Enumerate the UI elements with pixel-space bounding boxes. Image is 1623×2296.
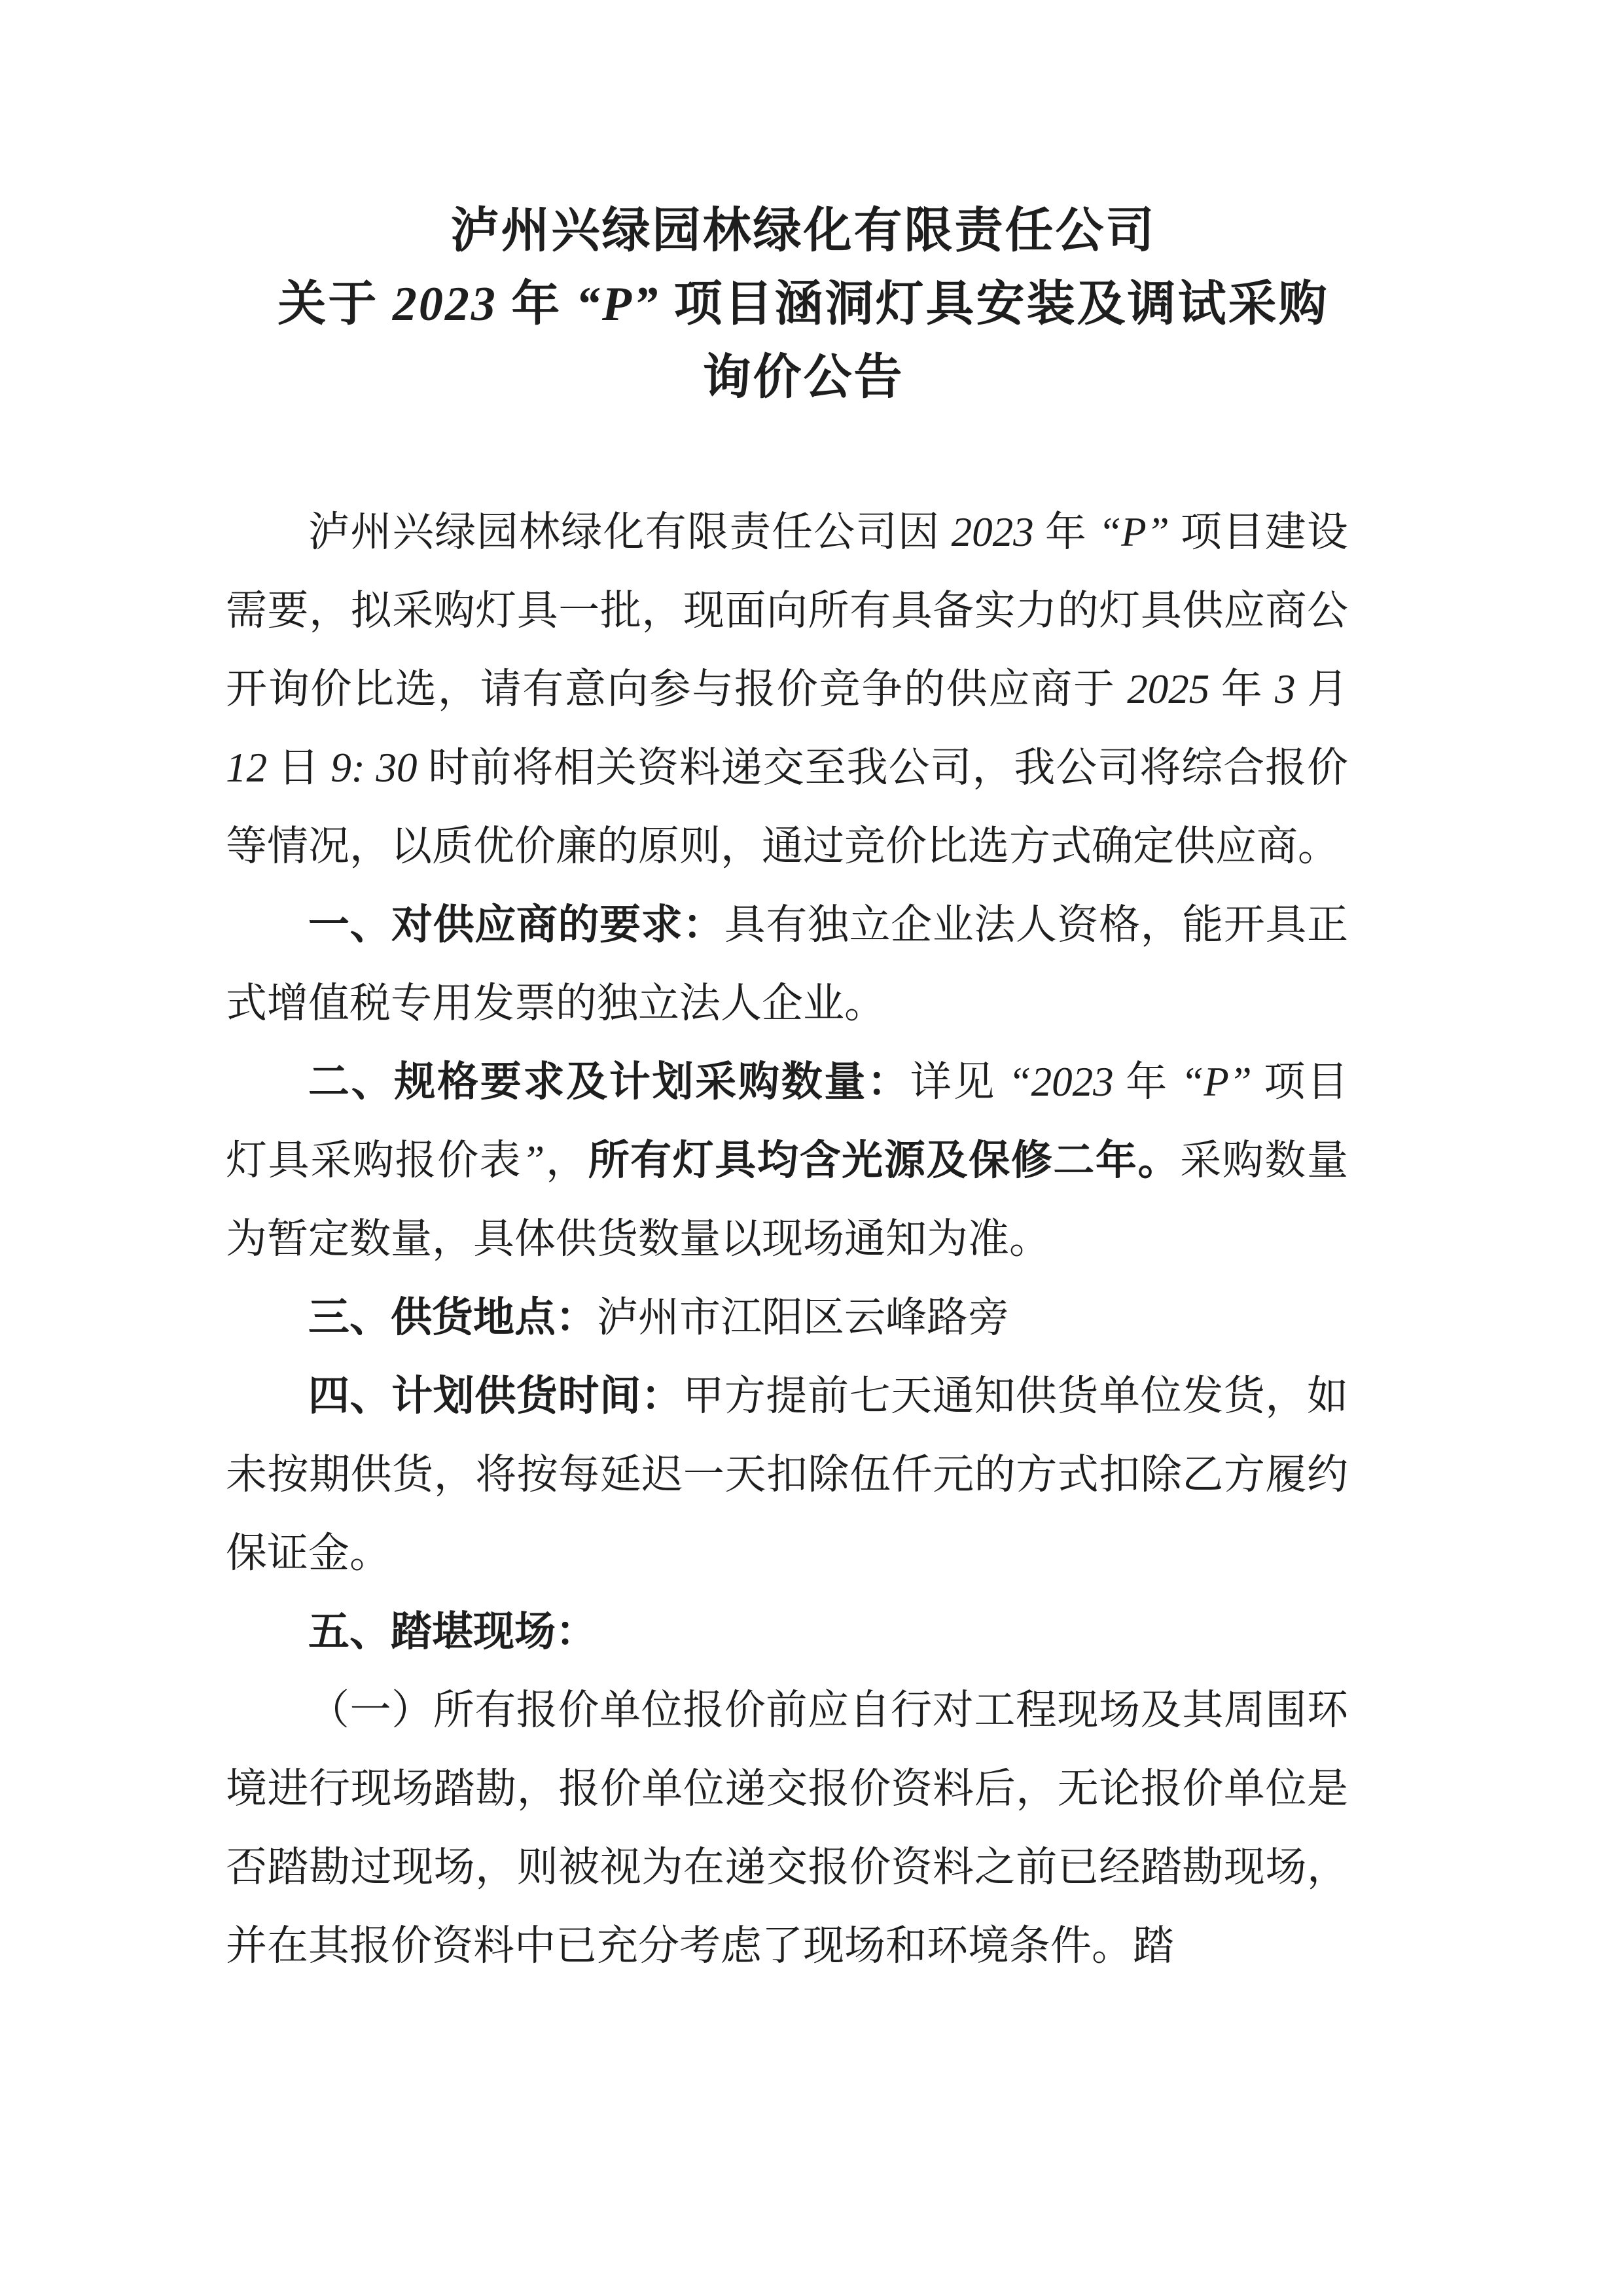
paragraph (226, 1671, 1348, 1985)
paragraph (226, 1043, 1348, 1278)
doc-body (226, 493, 1348, 1985)
paragraph (226, 1278, 1348, 1357)
text-run: 甲方提前七天通知供货单位发货，如未按期供货，将按每延迟一天扣除伍仟元的方式扣除乙方履约保证金。 (226, 1373, 1348, 1576)
text-run: （一）所有报价单位报价前应自行对工程现场及其周围环境进行现场踏勘，报价单位递交报价资料后，无论报价单位是否踏勘过现场，则被视为在递交报价资料之前已经踏勘现场，并在其报价资料中已充分考虑了现场和环境条件。踏 (226, 1687, 1348, 1969)
text-run: 泸州兴绿园林绿化有限责任公司因 2023 年 “P” 项目建设需要，拟采购灯具一批，现面向所有具备实力的灯具供应商公开询价比选，请有意向参与报价竞争的供应商于 2025 年 3 月 12 日 9: 30 时前将相关资料递交至我公司，我公司将综合报价等情况，以质优价廉的原则，通过竞价比选方式确定供应商。 (226, 509, 1348, 869)
paragraph (226, 493, 1348, 886)
doc-title-line-2: 关于 2023 年 “P” 项目涵洞灯具安装及调试采购 (277, 278, 1329, 331)
doc-title-line-1: 泸州兴绿园林绿化有限责任公司 (450, 204, 1156, 258)
doc-title-line-3: 询价公告 (702, 351, 904, 404)
text-run: 所有灯具均含光源及保修二年。 (588, 1138, 1181, 1183)
text-run: 详见 “2023 年 “P” 项目灯具采购报价表”， (226, 1059, 1348, 1183)
doc-title (259, 194, 1348, 414)
section-heading: 二、规格要求及计划采购数量： (308, 1059, 910, 1105)
text-run: 采购数量为暂定数量，具体供货数量以现场通知为准。 (226, 1138, 1348, 1262)
text-run: 泸州市江阳区云峰路旁 (597, 1295, 1009, 1340)
text-run: 具有独立企业法人资格，能开具正式增值税专用发票的独立法人企业。 (226, 902, 1349, 1026)
section-heading: 五、踏堪现场： (308, 1609, 597, 1655)
paragraph (226, 886, 1348, 1043)
paragraph (226, 1357, 1348, 1592)
section-heading: 四、计划供货时间： (308, 1373, 683, 1419)
section-heading: 一、对供应商的要求： (308, 902, 724, 948)
paragraph (226, 1592, 1348, 1671)
document-content (226, 194, 1348, 1985)
section-heading: 三、供货地点： (308, 1295, 597, 1340)
